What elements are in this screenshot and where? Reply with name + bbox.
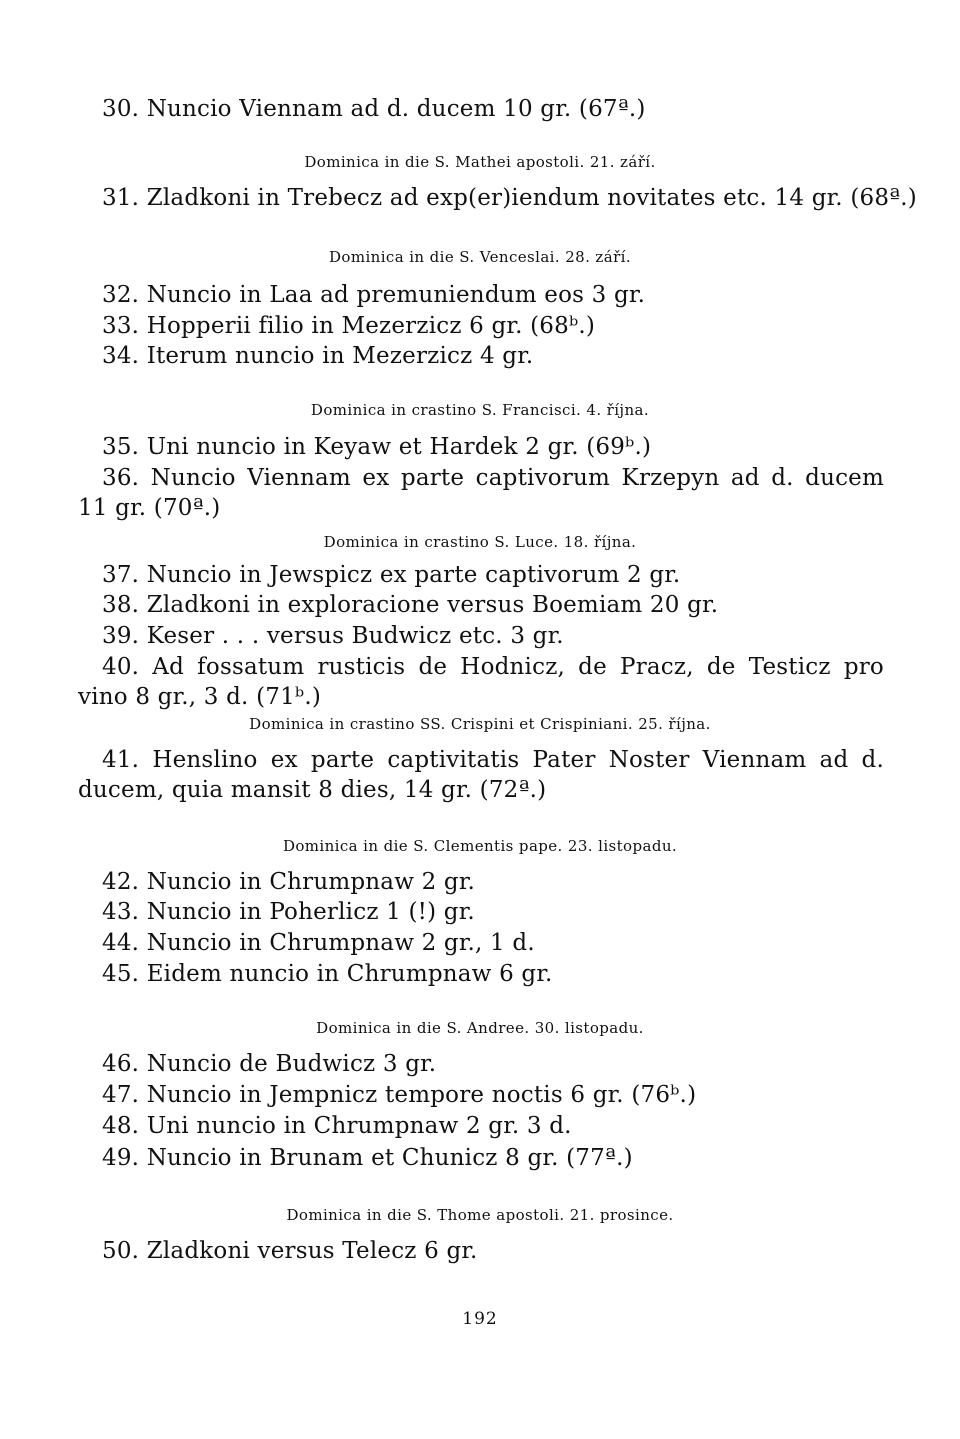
entry-30: 30. Nuncio Viennam ad d. ducem 10 gr. (67ª.) bbox=[102, 96, 646, 122]
entry-34: 34. Iterum nuncio in Mezerzicz 4 gr. bbox=[102, 343, 534, 369]
entry-41: 41. Henslino ex parte captivitatis Pater Noster Viennam ad d. ducem, quia mansit 8 dies, 14 gr. (72ª.) bbox=[78, 747, 884, 803]
section-heading: Dominica in die S. Venceslai. 28. září. bbox=[328, 248, 632, 266]
entry-48: 48. Uni nuncio in Chrumpnaw 2 gr. 3 d. bbox=[102, 1113, 572, 1139]
entry-38: 38. Zladkoni in exploracione versus Boemiam 20 gr. bbox=[102, 592, 719, 618]
entry-47: 47. Nuncio in Jempnicz tempore noctis 6 gr. (76ᵇ.) bbox=[102, 1082, 697, 1108]
entry-50: 50. Zladkoni versus Telecz 6 gr. bbox=[102, 1238, 478, 1264]
entry-33: 33. Hopperii filio in Mezerzicz 6 gr. (68ᵇ.) bbox=[102, 313, 596, 339]
section-heading: Dominica in crastino S. Francisci. 4. října. bbox=[310, 401, 650, 419]
section-heading: Dominica in die S. Clementis pape. 23. listopadu. bbox=[282, 837, 678, 855]
entry-32: 32. Nuncio in Laa ad premuniendum eos 3 gr. bbox=[102, 282, 646, 308]
entry-31: 31. Zladkoni in Trebecz ad exp(er)iendum novitates etc. 14 gr. (68ª.) bbox=[102, 185, 917, 211]
entry-46: 46. Nuncio de Budwicz 3 gr. bbox=[102, 1051, 437, 1077]
section-heading: Dominica in die S. Andree. 30. listopadu. bbox=[316, 1019, 644, 1037]
entry-39: 39. Keser . . . versus Budwicz etc. 3 gr. bbox=[102, 623, 564, 649]
entry-37: 37. Nuncio in Jewspicz ex parte captivorum 2 gr. bbox=[102, 562, 681, 588]
entry-44: 44. Nuncio in Chrumpnaw 2 gr., 1 d. bbox=[102, 930, 535, 956]
entry-49: 49. Nuncio in Brunam et Chunicz 8 gr. (77ª.) bbox=[102, 1145, 633, 1171]
entry-42: 42. Nuncio in Chrumpnaw 2 gr. bbox=[102, 869, 476, 895]
section-heading: Dominica in die S. Mathei apostoli. 21. září. bbox=[304, 153, 656, 171]
page-number: 192 bbox=[462, 1309, 498, 1329]
entry-35: 35. Uni nuncio in Keyaw et Hardek 2 gr. (69ᵇ.) bbox=[102, 434, 652, 460]
section-heading: Dominica in crastino SS. Crispini et Crispiniani. 25. října. bbox=[249, 715, 711, 733]
entry-40: 40. Ad fossatum rusticis de Hodnicz, de Pracz, de Testicz pro vino 8 gr., 3 d. (71ᵇ.) bbox=[78, 654, 884, 710]
entry-43: 43. Nuncio in Poherlicz 1 (!) gr. bbox=[102, 899, 475, 925]
entry-36: 36. Nuncio Viennam ex parte captivorum Krzepyn ad d. ducem 11 gr. (70ª.) bbox=[78, 465, 884, 521]
section-heading: Dominica in crastino S. Luce. 18. října. bbox=[323, 533, 637, 551]
entry-45: 45. Eidem nuncio in Chrumpnaw 6 gr. bbox=[102, 961, 553, 987]
section-heading: Dominica in die S. Thome apostoli. 21. prosince. bbox=[286, 1206, 674, 1224]
